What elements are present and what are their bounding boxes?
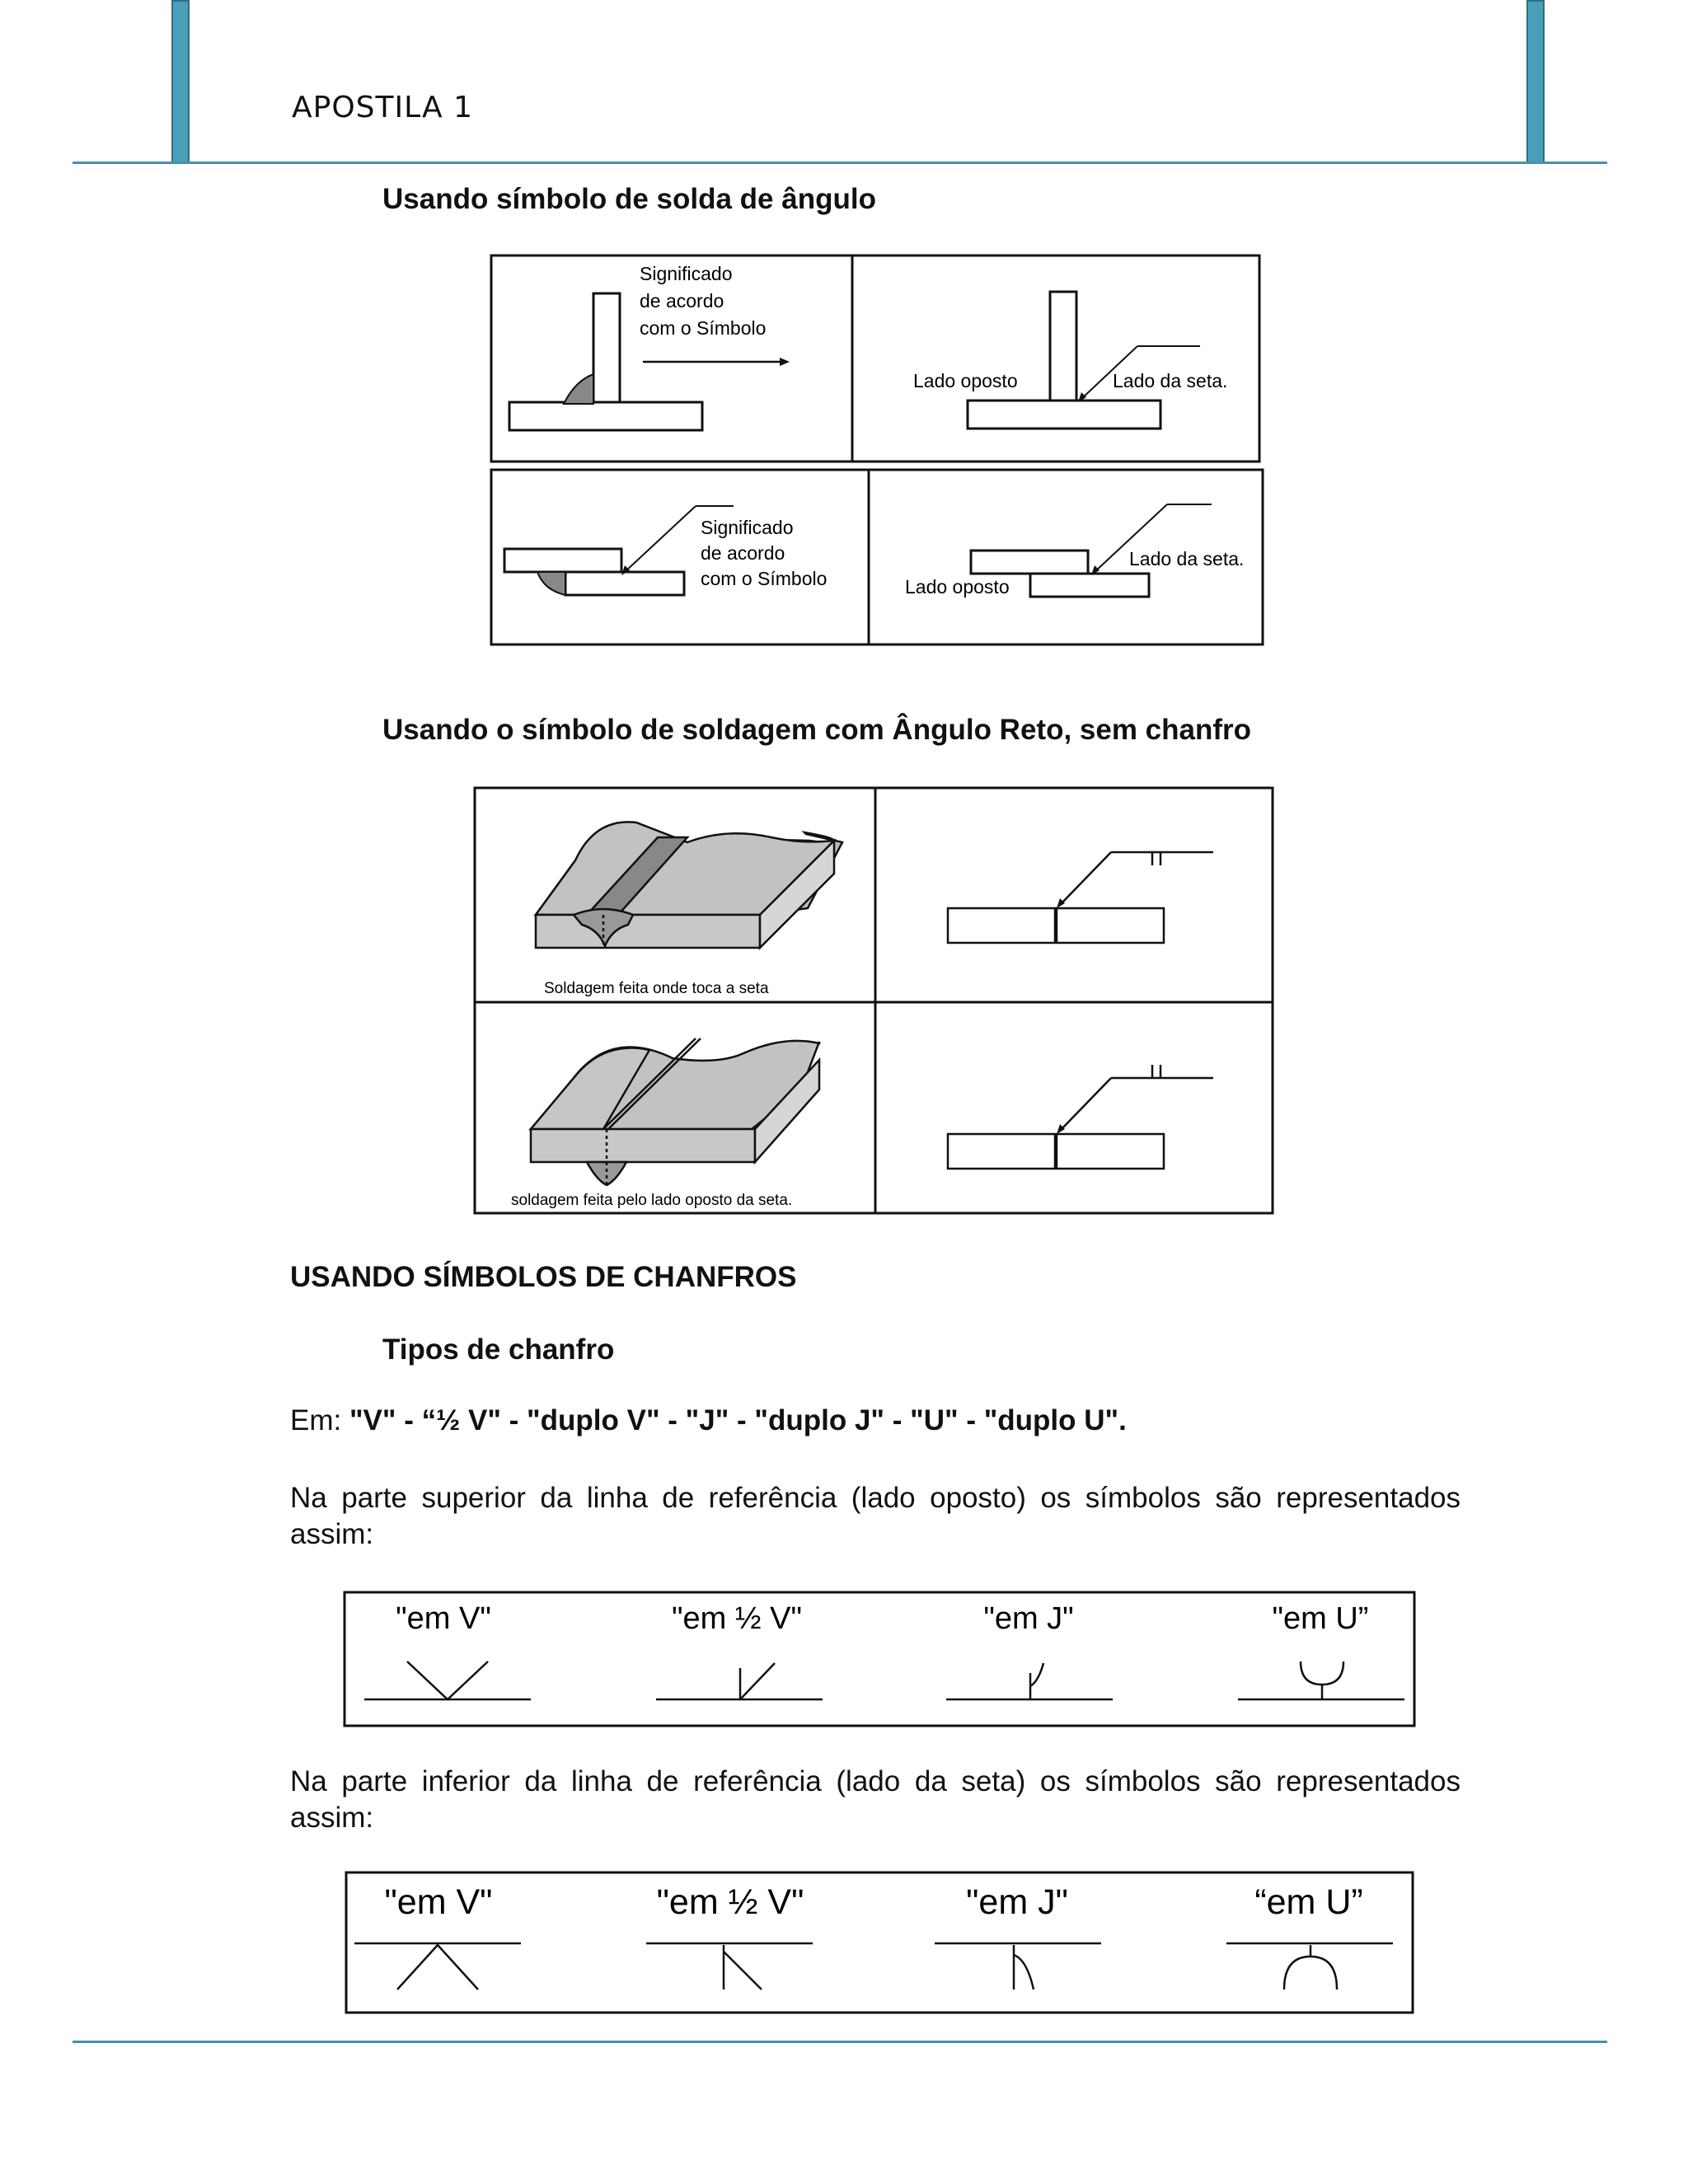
top-v-symbol [364, 1661, 531, 1699]
square-groove-figure [471, 785, 1274, 1216]
top-symbol-half-v-label: "em ½ V" [672, 1601, 802, 1636]
header-divider [73, 162, 1607, 164]
tl-caption-2: de acordo [640, 290, 724, 312]
bottom-half-v-symbol [646, 1943, 813, 1990]
br-arrow-label: Lado da seta. [1129, 548, 1245, 569]
section3-subheading: Tipos de chanfro [382, 1333, 615, 1366]
top-right-symbol [948, 852, 1213, 943]
top-u-symbol [1238, 1661, 1404, 1699]
tr-fillet-drawing [968, 292, 1200, 429]
groove-types-prefix: Em: [290, 1404, 349, 1436]
groove-types-line [290, 1403, 1127, 1439]
caption-top: Soldagem feita onde toca a seta [544, 980, 769, 997]
bottom-j-symbol [935, 1943, 1101, 1990]
bl-caption-1: Significado [701, 517, 794, 538]
groove-types-list: "V" - “½ V" - "duplo V" - "J" - "duplo J" - "U" - "duplo U". [349, 1404, 1127, 1436]
top-plate-3d [536, 822, 842, 948]
tl-caption-3: com o Símbolo [640, 317, 767, 339]
paragraph-bottom: Na parte inferior da linha de referência (lado da seta) os símbolos são representados assim: [290, 1765, 1461, 1834]
bl-caption-3: com o Símbolo [701, 568, 828, 589]
bottom-symbol-j-label: "em J" [966, 1882, 1068, 1922]
top-symbol-u-label: "em U” [1272, 1601, 1369, 1636]
header-left-bar [171, 0, 190, 163]
bottom-symbol-v-label: "em V" [384, 1882, 493, 1922]
bottom-right-symbol [948, 1065, 1213, 1169]
tl-fillet-drawing [509, 293, 790, 430]
bottom-plate-3d [531, 1038, 819, 1185]
footer-divider [73, 2041, 1607, 2043]
section3-heading: USANDO SÍMBOLOS DE CHANFROS [290, 1261, 797, 1293]
bl-caption-2: de acordo [701, 542, 785, 564]
top-symbols-figure [341, 1589, 1418, 1729]
caption-bottom: soldagem feita pelo lado oposto da seta. [511, 1192, 793, 1209]
top-symbol-j-label: "em J" [983, 1601, 1074, 1636]
top-half-v-symbol [656, 1663, 823, 1699]
section1-heading: Usando símbolo de solda de ângulo [382, 183, 876, 215]
br-opposite-label: Lado oposto [905, 576, 1010, 598]
header-right-bar [1526, 0, 1545, 163]
bottom-symbol-half-v-label: "em ½ V" [656, 1882, 804, 1922]
tl-caption-1: Significado [640, 263, 733, 284]
fillet-weld-figure [486, 252, 1266, 648]
bottom-u-symbol [1226, 1943, 1393, 1990]
header-title: APOSTILA 1 [292, 91, 473, 124]
tr-opposite-label: Lado oposto [913, 370, 1018, 391]
bl-lap-drawing [504, 506, 734, 595]
paragraph-top: Na parte superior da linha de referência (lado oposto) os símbolos são representados assim: [290, 1482, 1461, 1550]
section2-heading: Usando o símbolo de soldagem com Ângulo Reto, sem chanfro [382, 714, 1252, 746]
top-symbol-v-label: "em V" [396, 1601, 491, 1636]
top-j-symbol [946, 1663, 1113, 1699]
tr-arrow-label: Lado da seta. [1113, 370, 1228, 391]
bottom-symbols-figure [343, 1869, 1416, 2016]
bottom-v-symbol [354, 1943, 521, 1990]
bottom-symbol-u-label: “em U” [1254, 1882, 1363, 1922]
